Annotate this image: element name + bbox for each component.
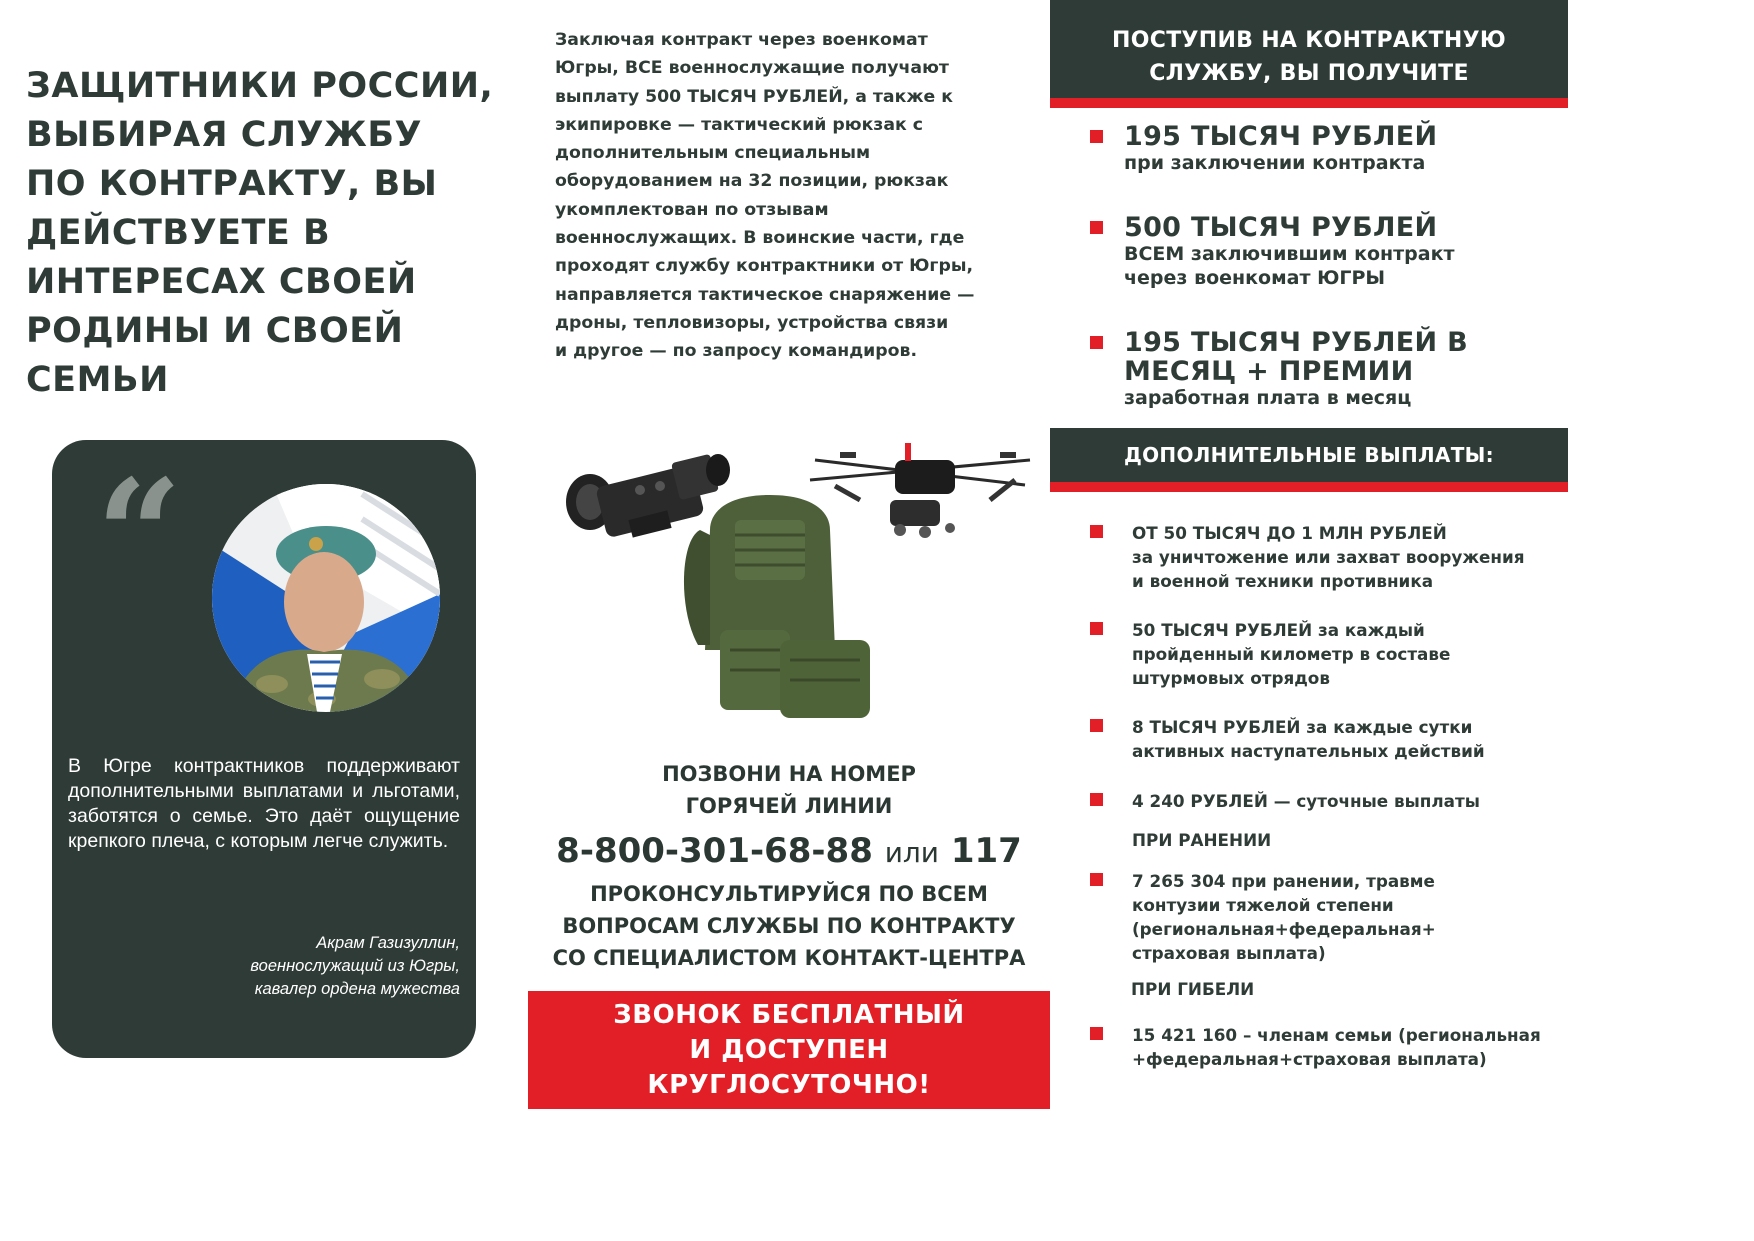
- bullet-square-icon: [1090, 525, 1103, 538]
- banner-line: ЗВОНОК БЕСПЛАТНЫЙ: [613, 1000, 965, 1030]
- extra-item: [1090, 789, 1560, 813]
- headline-line: ВЫБИРАЯ СЛУЖБУ: [26, 115, 423, 155]
- call-line: ГОРЯЧЕЙ ЛИНИИ: [685, 794, 893, 818]
- phone-short[interactable]: 117: [950, 831, 1022, 871]
- extra-amount: 50 ТЫСЯЧ РУБЛЕЙ: [1132, 620, 1313, 640]
- consult-line: ПРОКОНСУЛЬТИРУЙСЯ ПО ВСЕМ: [590, 882, 988, 906]
- bullet-square-icon: [1090, 793, 1103, 806]
- banner-line: КРУГЛОСУТОЧНО!: [647, 1070, 931, 1100]
- equipment-illustration: [560, 440, 1040, 730]
- author-award: кавалер ордена мужества: [254, 980, 460, 998]
- headline-line: ДЕЙСТВУЕТЕ В: [26, 213, 331, 253]
- intro-line: Заключая контракт через военкомат: [555, 30, 928, 50]
- extra-line: и военной техники противника: [1132, 571, 1434, 591]
- tactical-backpack: [684, 495, 870, 718]
- extra-line: страховая выплата): [1132, 943, 1326, 963]
- quote-text: В Югре контрактников поддерживают дополнительными выплатами и льготами, заботятся о семье. Это даёт ощущение крепкого плеча, с которым легче служить.: [68, 755, 460, 852]
- intro-line: Югры, ВСЕ военнослужащие получают: [555, 58, 949, 79]
- intro-line: оборудованием на 32 позиции, рюкзак: [555, 171, 949, 192]
- intro-line: экипировке — тактический рюкзак с: [555, 114, 923, 135]
- thermal-scope: [566, 454, 730, 539]
- author-name: Акрам Газизуллин,: [316, 934, 460, 952]
- intro-paragraph: [555, 26, 1035, 366]
- divider-red: [1050, 98, 1568, 108]
- hotline-block: [528, 758, 1050, 974]
- extra-item: [1090, 521, 1560, 593]
- extra-line: контузии тяжелой степени: [1132, 895, 1394, 915]
- headline-line: ЗАЩИТНИКИ РОССИИ,: [26, 66, 494, 106]
- extra-amount: 15 421 160: [1132, 1025, 1238, 1045]
- extra-line: штурмовых отрядов: [1132, 668, 1330, 688]
- bullet-square-icon: [1090, 719, 1103, 732]
- call-line: ПОЗВОНИ НА НОМЕР: [662, 762, 916, 786]
- phone-number[interactable]: [528, 826, 1050, 878]
- header-line: СЛУЖБУ, ВЫ ПОЛУЧИТЕ: [1149, 61, 1469, 86]
- extra-payments-header: ДОПОЛНИТЕЛЬНЫЕ ВЫПЛАТЫ:: [1050, 428, 1568, 482]
- extra-text: за каждые сутки: [1300, 717, 1473, 737]
- headline-line: ПО КОНТРАКТУ, ВЫ: [26, 164, 438, 204]
- quote-marks-icon: “: [96, 447, 183, 623]
- phone-or: или: [884, 836, 939, 869]
- benefit-item: [1090, 328, 1560, 410]
- banner-line: И ДОСТУПЕН: [689, 1035, 889, 1065]
- extra-line: +федеральная+страховая выплата): [1132, 1049, 1487, 1069]
- phone-main[interactable]: 8-800-301-68-88: [556, 831, 873, 871]
- benefit-desc: через военкомат ЮГРЫ: [1124, 267, 1386, 289]
- intro-line: военнослужащих. В воинские части, где: [555, 228, 965, 249]
- extra-item: [1090, 715, 1560, 763]
- benefit-amount: 195 ТЫСЯЧ РУБЛЕЙ В: [1124, 327, 1469, 358]
- benefit-amount: 500 ТЫСЯЧ РУБЛЕЙ: [1124, 212, 1438, 243]
- benefit-item: [1090, 213, 1560, 290]
- benefit-amount: МЕСЯЦ + ПРЕМИИ: [1124, 356, 1414, 387]
- extra-item: [1090, 1023, 1560, 1071]
- intro-line: и другое — по запросу командиров.: [555, 341, 918, 362]
- bullet-square-icon: [1090, 221, 1103, 234]
- extra-amount: 4 240 РУБЛЕЙ: [1132, 791, 1268, 811]
- intro-line: проходят службу контрактники от Югры,: [555, 256, 974, 277]
- extra-amount: 8 ТЫСЯЧ РУБЛЕЙ: [1132, 717, 1301, 737]
- headline-line: ИНТЕРЕСАХ СВОЕЙ: [26, 262, 417, 302]
- headline-line: РОДИНЫ И СВОЕЙ: [26, 311, 404, 351]
- extra-amount: 7 265 304: [1132, 871, 1226, 891]
- quote-author: [130, 932, 460, 1001]
- intro-line: направляется тактическое снаряжение —: [555, 284, 975, 305]
- bullet-square-icon: [1090, 873, 1103, 886]
- bullet-square-icon: [1090, 130, 1103, 143]
- extra-line: активных наступательных действий: [1132, 741, 1485, 761]
- extra-text: при ранении, травме: [1225, 871, 1435, 891]
- benefit-desc: ВСЕМ заключившим контракт: [1124, 243, 1455, 265]
- extra-line: ОТ 50 ТЫСЯЧ ДО 1 МЛН РУБЛЕЙ: [1132, 523, 1447, 543]
- header-line: ПОСТУПИВ НА КОНТРАКТНУЮ: [1112, 28, 1506, 53]
- consult-line: ВОПРОСАМ СЛУЖБЫ ПО КОНТРАКТУ: [562, 914, 1016, 938]
- benefit-desc: заработная плата в месяц: [1124, 387, 1412, 409]
- headline: [26, 62, 536, 405]
- drone: [810, 443, 1030, 538]
- intro-line: укомплектован по отзывам: [555, 199, 829, 220]
- extra-line: пройденный километр в составе: [1132, 644, 1451, 664]
- extra-text: — суточные выплаты: [1267, 791, 1480, 811]
- extra-line: (региональная+федеральная+: [1132, 919, 1436, 939]
- intro-line: выплату 500 ТЫСЯЧ РУБЛЕЙ, а также к: [555, 86, 953, 107]
- consult-line: СО СПЕЦИАЛИСТОМ КОНТАКТ-ЦЕНТРА: [552, 946, 1026, 970]
- author-role: военнослужащий из Югры,: [250, 957, 460, 975]
- benefit-desc: при заключении контракта: [1124, 152, 1426, 174]
- divider-red: [1050, 482, 1568, 492]
- free-call-banner: [528, 991, 1050, 1109]
- injury-subheading: ПРИ РАНЕНИИ: [1132, 830, 1272, 850]
- benefit-item: [1090, 122, 1560, 175]
- benefits-header: [1050, 0, 1568, 98]
- bullet-square-icon: [1090, 336, 1103, 349]
- extra-line: за уничтожение или захват вооружения: [1132, 547, 1525, 567]
- intro-line: дополнительным специальным: [555, 143, 871, 164]
- death-subheading: ПРИ ГИБЕЛИ: [1131, 979, 1255, 999]
- extra-text: – членам семьи (региональная: [1237, 1025, 1541, 1045]
- headline-line: СЕМЬИ: [26, 360, 169, 400]
- extra-text: за каждый: [1312, 620, 1425, 640]
- intro-line: дроны, тепловизоры, устройства связи: [555, 312, 949, 333]
- extra-item: [1090, 618, 1560, 690]
- bullet-square-icon: [1090, 622, 1103, 635]
- soldier-portrait: [212, 484, 440, 712]
- benefit-amount: 195 ТЫСЯЧ РУБЛЕЙ: [1124, 121, 1438, 152]
- extra-item: [1090, 869, 1560, 965]
- quote-card: [52, 440, 476, 1058]
- bullet-square-icon: [1090, 1027, 1103, 1040]
